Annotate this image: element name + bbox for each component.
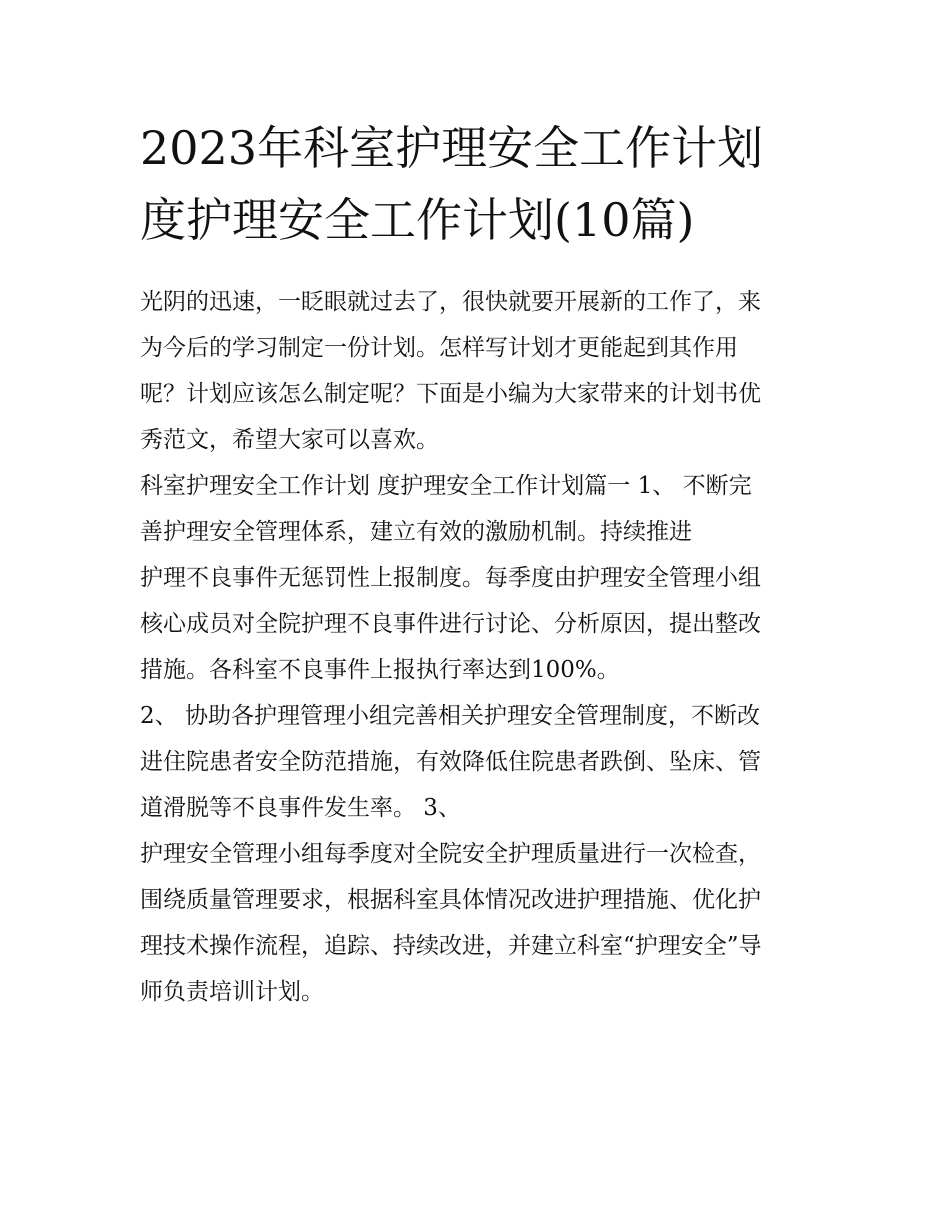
body-line-14: 围绕质量管理要求，根据科室具体情况改进护理措施、优化护 — [140, 887, 761, 913]
body-line-9: 措施。各科室不良事件上报执行率达到100%。 — [140, 657, 620, 683]
document-body — [140, 279, 830, 1015]
body-line-13: 护理安全管理小组每季度对全院安全护理质量进行一次检查， — [140, 841, 761, 867]
document-title — [140, 112, 820, 256]
body-line-8: 核心成员对全院护理不良事件进行讨论、分析原因，提出整改 — [140, 611, 761, 637]
body-line-7: 护理不良事件无惩罚性上报制度。每季度由护理安全管理小组 — [140, 565, 761, 591]
body-line-1: 光阴的迅速，一眨眼就过去了，很快就要开展新的工作了，来 — [140, 289, 761, 315]
body-line-12: 道滑脱等不良事件发生率。 3、 — [140, 795, 461, 821]
body-line-10: 2、 协助各护理管理小组完善相关护理安全管理制度，不断改 — [140, 703, 760, 729]
body-line-3: 呢？计划应该怎么制定呢？下面是小编为大家带来的计划书优 — [140, 381, 761, 407]
body-line-15: 理技术操作流程，追踪、持续改进，并建立科室“护理安全”导 — [140, 933, 762, 959]
body-line-5: 科室护理安全工作计划 度护理安全工作计划篇一 1、 不断完 — [140, 473, 752, 499]
title-line-1: 2023年科室护理安全工作计划 — [140, 121, 764, 175]
body-line-4: 秀范文，希望大家可以喜欢。 — [140, 427, 439, 453]
body-line-2: 为今后的学习制定一份计划。怎样写计划才更能起到其作用 — [140, 335, 738, 361]
body-line-6: 善护理安全管理体系，建立有效的激励机制。持续推进 — [140, 519, 692, 545]
title-line-2: 度护理安全工作计划(10篇) — [140, 193, 695, 247]
body-line-16: 师负责培训计划。 — [140, 979, 324, 1005]
body-line-11: 进住院患者安全防范措施，有效降低住院患者跌倒、坠床、管 — [140, 749, 761, 775]
